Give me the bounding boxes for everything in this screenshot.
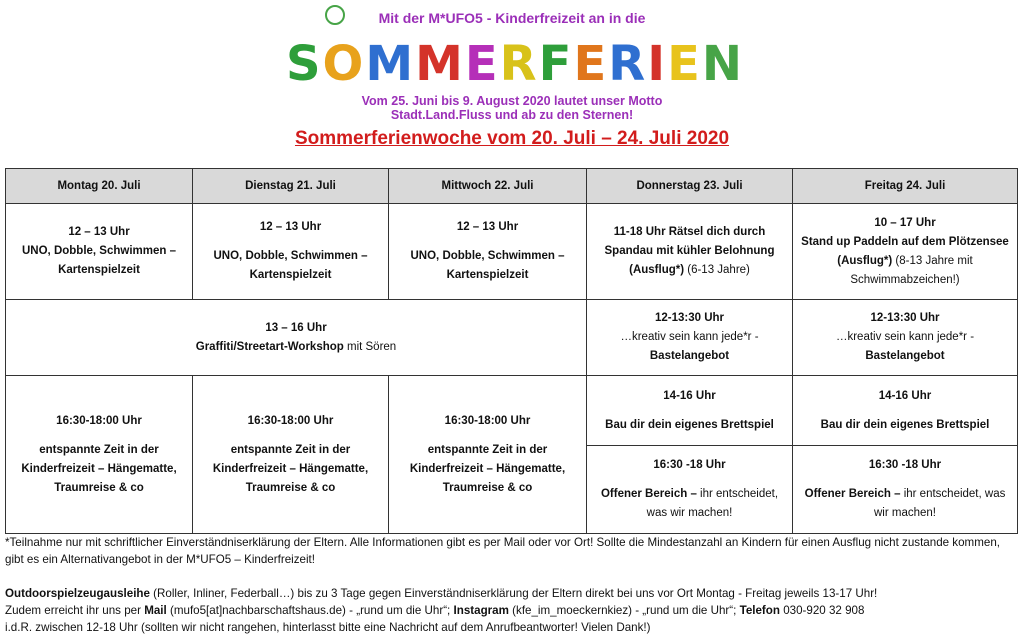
logo-letter: R (608, 36, 648, 92)
rental-info (5, 585, 1019, 602)
phone-label: Telefon (739, 604, 780, 617)
cell-time: 16:30-18:00 Uhr (444, 414, 531, 427)
motto-line-2: Stadt.Land.Fluss und ab zu den Sternen! (390, 108, 634, 122)
schedule-cell (793, 300, 1018, 376)
cell-text: UNO, Dobble, Schwimmen – Kartenspielzeit (22, 245, 176, 276)
schedule-cell (793, 204, 1018, 300)
cell-text: 11-18 Uhr Rätsel dich durch Spandau mit kühler Belohnung (Ausflug*) (604, 226, 775, 276)
cell-time: 12-13:30 Uhr (870, 312, 940, 324)
logo-letter: S (285, 36, 323, 92)
schedule-cell (587, 204, 793, 300)
rental-text: (Roller, Inliner, Federball…) bis zu 3 Tage gegen Einverständniserklärung der Eltern direkt bei uns vor Ort Montag - Freitag jeweils 13-17 Uhr! (149, 587, 878, 600)
day-header: Donnerstag 23. Juli (587, 169, 793, 204)
cell-text: Stand up Paddeln auf dem Plötzensee (Ausflug*) (801, 235, 1009, 267)
logo-letter: I (647, 36, 668, 92)
intro-line: Mit der M*UFO5 - Kinderfreizeit an in die (378, 10, 646, 26)
logo-letter: E (464, 36, 500, 92)
cell-note: (6-13 Jahre) (684, 264, 750, 276)
phone-text: 030-920 32 908 (779, 604, 865, 617)
cell-text: UNO, Dobble, Schwimmen – Kartenspielzeit (213, 250, 368, 281)
cell-time: 16:30-18:00 Uhr (56, 414, 142, 427)
cell-note: …kreativ sein kann jede*r - (620, 331, 759, 343)
schedule-cell (6, 376, 193, 534)
cell-text: entspannte Zeit in der Kinderfreizeit – Hängematte, Traumreise & co (21, 443, 177, 494)
day-header: Montag 20. Juli (6, 169, 193, 204)
schedule-cell (587, 376, 793, 446)
schedule-cell (193, 204, 389, 300)
contact-hours: i.d.R. zwischen 12-18 Uhr (sollten wir nicht rangehen, hinterlasst bitte eine Nachricht auf dem Anrufbeantworter! Vielen Dank!) (5, 621, 651, 634)
logo-letter: E (667, 36, 702, 92)
cell-text: entspannte Zeit in der Kinderfreizeit – Hängematte, Traumreise & co (409, 443, 566, 494)
logo-letter: F (538, 36, 574, 92)
day-header: Freitag 24. Juli (793, 169, 1018, 204)
contact-info (5, 602, 1019, 619)
contact-intro: Zudem erreicht ihr uns per (5, 604, 145, 617)
cell-text: Bau dir dein eigenes Brettspiel (820, 418, 990, 431)
logo-letter: R (499, 36, 539, 92)
svg-text:SOMMERFERIEN (286, 36, 744, 92)
cell-text: UNO, Dobble, Schwimmen – Kartenspielzeit (410, 250, 565, 281)
cell-text: Bastelangebot (865, 350, 945, 362)
schedule-cell (793, 376, 1018, 446)
cell-time: 13 – 16 Uhr (265, 321, 327, 334)
mail-label: Mail (144, 604, 167, 617)
day-header: Dienstag 21. Juli (193, 169, 389, 204)
cell-text: Offener Bereich – (600, 488, 697, 500)
cell-time: 14-16 Uhr (663, 389, 716, 402)
table-row (6, 300, 1018, 376)
cell-time: 12-13:30 Uhr (654, 312, 725, 324)
logo-letter: O (322, 36, 366, 92)
table-row (6, 204, 1018, 300)
sommerferien-logo (285, 30, 745, 92)
cell-note: ihr entscheidet, was wir machen! (646, 488, 779, 519)
rental-label: Outdoorspielzeugausleihe (5, 587, 150, 600)
logo-letter: E (573, 36, 609, 92)
schedule-cell-merged (6, 300, 587, 376)
schedule-cell (193, 376, 389, 534)
cell-text: entspannte Zeit in der Kinderfreizeit – Hängematte, Traumreise & co (212, 443, 369, 494)
day-header: Mittwoch 22. Juli (389, 169, 587, 204)
cell-time: 12 – 13 Uhr (456, 221, 519, 233)
cell-time: 12 – 13 Uhr (259, 221, 322, 233)
schedule-cell (389, 376, 587, 534)
cell-time: 14-16 Uhr (878, 389, 932, 402)
schedule-cell (6, 204, 193, 300)
week-title: Sommerferienwoche vom 20. Juli – 24. Juli 2020 (294, 128, 730, 149)
footnote: *Teilnahme nur mit schriftlicher Einverständniserklärung der Eltern. Alle Informationen gibt es per Mail oder vor Ort! Sollte die Mindestanzahl an Kindern für einen Ausflug nicht zustande kommen, gibt es ein Alternativangebot in der M*UFO5 – Kinderfreizeit! (5, 536, 1000, 566)
table-row (6, 376, 1018, 446)
schedule-cell (587, 300, 793, 376)
cell-note: (8-13 Jahre mit Schwimmabzeichen!) (850, 254, 973, 286)
table-header-row (6, 169, 1018, 204)
cell-note: ihr entscheidet, was wir machen! (874, 488, 1006, 519)
cell-note: mit Sören (343, 340, 397, 353)
cell-time: 12 – 13 Uhr (68, 226, 130, 238)
motto-line-1: Vom 25. Juni bis 9. August 2020 lautet unser Motto (361, 94, 663, 108)
instagram-text: (kfe_im_moeckernkiez) - „rund um die Uhr“; (508, 604, 740, 617)
mail-text: (mufo5[at]nachbarschaftshaus.de) - „rund um die Uhr“; (166, 604, 454, 617)
cell-time: 16:30 -18 Uhr (868, 459, 942, 471)
schedule-table (5, 168, 1018, 534)
logo-letter: M (415, 36, 465, 92)
cell-text: Offener Bereich – (804, 488, 901, 500)
cell-note: …kreativ sein kann jede*r - (835, 331, 975, 343)
schedule-cell (389, 204, 587, 300)
schedule-cell (793, 446, 1018, 534)
cell-text: Bastelangebot (649, 350, 730, 362)
cell-time: 16:30-18:00 Uhr (247, 414, 334, 427)
instagram-label: Instagram (453, 604, 509, 617)
schedule-cell (587, 446, 793, 534)
logo-letter: M (365, 36, 416, 92)
cell-text: Bau dir dein eigenes Brettspiel (605, 418, 774, 431)
logo-letter: N (701, 36, 745, 92)
cell-time: 16:30 -18 Uhr (653, 459, 726, 471)
cell-time: 10 – 17 Uhr (874, 216, 936, 229)
cell-text: Graffiti/Streetart-Workshop (195, 340, 344, 353)
